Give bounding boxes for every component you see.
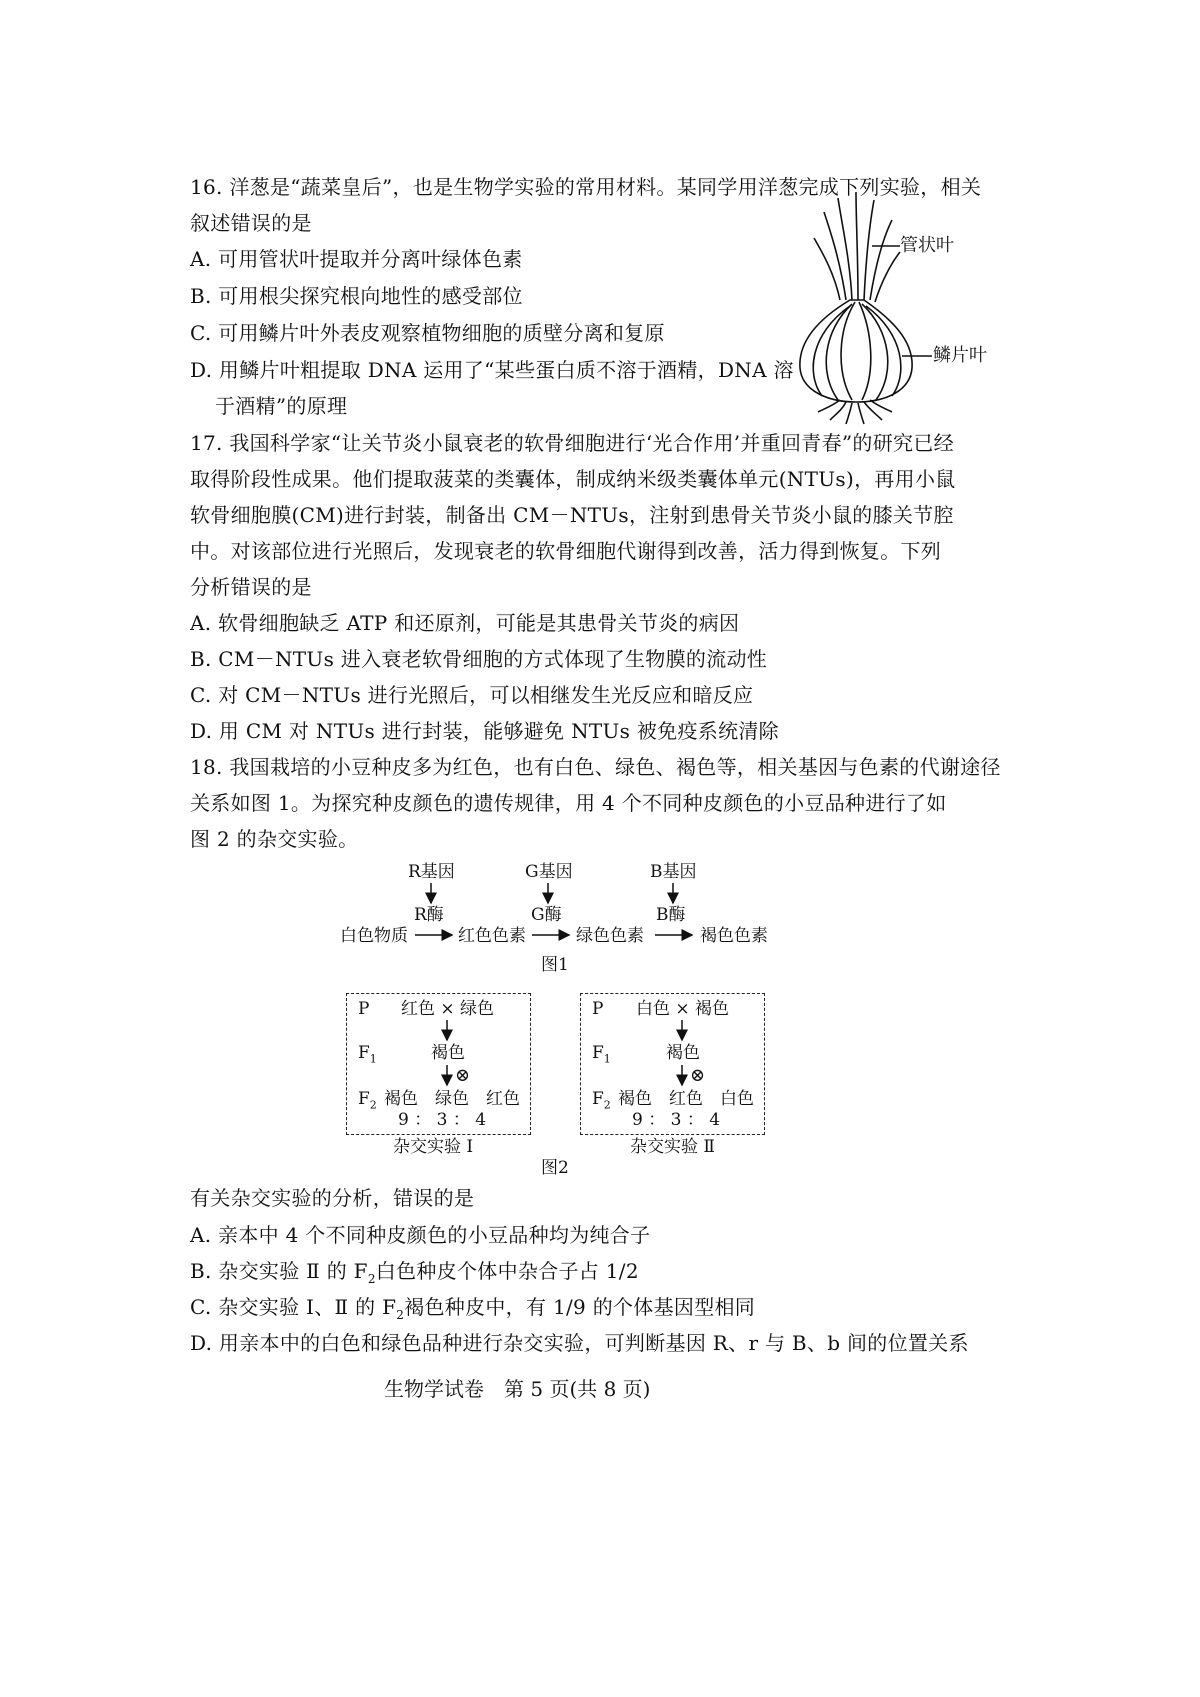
- q17-option-d: D. 用 CM 对 NTUs 进行封装，能够避免 NTUs 被免疫系统清除: [190, 719, 779, 743]
- q16-option-c: C. 可用鳞片叶外表皮观察植物细胞的质壁分离和复原: [190, 321, 665, 345]
- q16-option-b: B. 可用根尖探究根向地性的感受部位: [190, 284, 523, 308]
- exp2-f1-label: $F_1$: [592, 1043, 611, 1066]
- fig1-substance-green: 绿色色素: [576, 926, 644, 946]
- q18-stem-line2: 关系如图 1。为探究种皮颜色的遗传规律，用 4 个不同种皮颜色的小豆品种进行了如: [190, 791, 947, 815]
- q17-option-c: C. 对 CM－NTUs 进行光照后，可以相继发生光反应和暗反应: [190, 683, 754, 707]
- q17-stem-line5: 分析错误的是: [190, 575, 312, 599]
- exp2-parents: 白色 × 褐色: [636, 999, 730, 1019]
- q16-option-d-line2: 于酒精”的原理: [215, 394, 348, 418]
- page-footer: 生物学试卷 第 5 页(共 8 页): [384, 1377, 651, 1401]
- exp2-f2: 褐色 红色 白色: [618, 1089, 754, 1109]
- fig1-enzyme-r: R酶: [414, 905, 444, 925]
- exp1-f1-label: $F_1$: [358, 1043, 377, 1066]
- onion-label-tube-leaf: 管状叶: [900, 235, 954, 256]
- q17-option-a: A. 软骨细胞缺乏 ATP 和还原剂，可能是其患骨关节炎的病因: [190, 611, 740, 635]
- q16-option-d-line1: D. 用鳞片叶粗提取 DNA 运用了“某些蛋白质不溶于酒精，DNA 溶: [190, 358, 794, 382]
- exp1-p-label: P: [358, 999, 370, 1019]
- q17-stem-line2: 取得阶段性成果。他们提取菠菜的类囊体，制成纳米级类囊体单元(NTUs)，再用小鼠: [190, 467, 956, 491]
- exp2-f2-label: $F_2$: [592, 1089, 611, 1112]
- exp2-title: 杂交实验 Ⅱ: [630, 1137, 715, 1157]
- q18-option-d: D. 用亲本中的白色和绿色品种进行杂交实验，可判断基因 R、r 与 B、b 间的位置关系: [190, 1331, 969, 1355]
- fig1-caption: 图1: [541, 955, 569, 975]
- q18-stem-line1: 18. 我国栽培的小豆种皮多为红色，也有白色、绿色、褐色等，相关基因与色素的代谢途径: [190, 755, 1001, 779]
- fig1-substance-red: 红色色素: [458, 926, 526, 946]
- exp1-f2-label: $F_2$: [358, 1089, 377, 1112]
- q18-option-b: B. 杂交实验 Ⅱ 的 $F_2$白色种皮个体中杂合子占 1/2: [190, 1259, 639, 1286]
- fig2-caption: 图2: [541, 1158, 569, 1178]
- q16-stem-line2: 叙述错误的是: [190, 211, 312, 235]
- q18-stem-line3: 图 2 的杂交实验。: [190, 827, 359, 851]
- q17-option-b: B. CM－NTUs 进入衰老软骨细胞的方式体现了生物膜的流动性: [190, 647, 768, 671]
- exp1-ratio: 9 ： 3 ： 4: [398, 1110, 487, 1130]
- q16-option-a: A. 可用管状叶提取并分离叶绿体色素: [190, 247, 523, 271]
- q16-stem-line1: 16. 洋葱是“蔬菜皇后”，也是生物学实验的常用材料。某同学用洋葱完成下列实验，相关: [190, 175, 982, 199]
- onion-label-scale-leaf: 鳞片叶: [933, 345, 987, 366]
- exp2-p-label: P: [592, 999, 604, 1019]
- q18-option-c: C. 杂交实验 Ⅰ、Ⅱ 的 $F_2$褐色种皮中，有 1/9 的个体基因型相同: [190, 1295, 756, 1322]
- fig1-substance-white: 白色物质: [340, 926, 408, 946]
- exp2-selfing-symbol: ⊗: [690, 1065, 706, 1086]
- exp1-selfing-symbol: ⊗: [455, 1065, 471, 1086]
- q18-option-a: A. 亲本中 4 个不同种皮颜色的小豆品种均为纯合子: [190, 1223, 651, 1247]
- fig1-gene-b: B基因: [650, 862, 697, 882]
- q18-question: 有关杂交实验的分析，错误的是: [190, 1186, 475, 1210]
- exp1-f2: 褐色 绿色 红色: [384, 1089, 520, 1109]
- fig1-substance-brown: 褐色色素: [700, 926, 768, 946]
- exp1-parents: 红色 × 绿色: [401, 999, 495, 1019]
- exp1-title: 杂交实验 Ⅰ: [393, 1137, 474, 1157]
- fig1-enzyme-g: G酶: [531, 905, 562, 925]
- exp1-f1: 褐色: [431, 1043, 465, 1063]
- fig1-gene-g: G基因: [525, 862, 573, 882]
- fig1-enzyme-b: B酶: [656, 905, 686, 925]
- q17-stem-line3: 软骨细胞膜(CM)进行封装，制备出 CM－NTUs，注射到患骨关节炎小鼠的膝关节腔: [190, 503, 954, 527]
- exp2-f1: 褐色: [666, 1043, 700, 1063]
- exp2-ratio: 9 ： 3 ： 4: [632, 1110, 721, 1130]
- fig1-gene-r: R基因: [408, 862, 455, 882]
- q17-stem-line4: 中。对该部位进行光照后，发现衰老的软骨细胞代谢得到改善，活力得到恢复。下列: [190, 539, 942, 563]
- q17-stem-line1: 17. 我国科学家“让关节炎小鼠衰老的软骨细胞进行‘光合作用’并重回青春”的研究已经: [190, 431, 954, 455]
